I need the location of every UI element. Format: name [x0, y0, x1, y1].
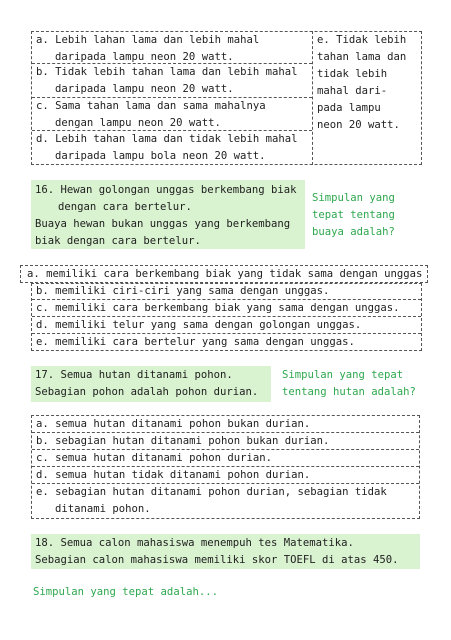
q15-option-b-line2: daripada lampu neon 20 watt. — [55, 83, 234, 95]
q16-prompt-line1: Simpulan yang — [312, 192, 395, 204]
q16-option-e-label: e. memiliki cara bertelur yang sama dengan unggas. — [36, 336, 355, 348]
q16-premise2-line1: Buaya hewan bukan unggas yang berkembang — [35, 218, 291, 230]
q16-premises-box — [31, 180, 305, 249]
q16-premise1-line1: 16. Hewan golongan unggas berkembang biak — [35, 184, 297, 196]
q15-option-c-line1: c. Sama tahan lama dan sama mahalnya — [36, 100, 266, 112]
q16-option-d[interactable] — [32, 317, 421, 334]
q15-option-e-line3: tidak lebih — [317, 68, 388, 80]
q16-option-d-label: d. memiliki telur yang sama dengan golongan unggas. — [36, 319, 362, 331]
q15-option-e-line2: tahan lama dan — [317, 51, 407, 63]
q16-option-a[interactable] — [20, 265, 428, 283]
q15-option-e-line4: mahal dari- — [317, 85, 388, 97]
q15-option-d-line2: daripada lampu bola neon 20 watt. — [55, 150, 266, 162]
q18-premises-box — [31, 534, 420, 569]
q17-prompt-line1: Simpulan yang tepat — [282, 369, 404, 381]
q15-option-a-line2: daripada lampu neon 20 watt. — [55, 51, 234, 63]
q17-option-d-label: d. semua hutan tidak ditanami pohon durian. — [36, 469, 311, 481]
q17-option-c-label: c. semua hutan ditanami pohon durian. — [36, 452, 272, 464]
q15-option-d[interactable] — [32, 131, 312, 164]
q17-option-a-label: a. semua hutan ditanami pohon bukan durian. — [36, 418, 311, 430]
q15-option-b-line1: b. Tidak lebih tahan lama dan lebih mahal — [36, 66, 298, 78]
q16-option-b[interactable] — [32, 283, 421, 300]
q16-premise2-line2: biak dengan cara bertelur. — [35, 235, 201, 247]
q17-option-d[interactable] — [32, 467, 419, 484]
q15-option-e[interactable] — [317, 32, 421, 134]
q15-option-e-line5: pada lampu — [317, 102, 381, 114]
q17-option-c[interactable] — [32, 450, 419, 467]
q16-option-c-label: c. memiliki cara berkembang biak yang sama dengan unggas. — [36, 302, 400, 314]
q17-premises-box — [31, 366, 271, 402]
q16-option-e[interactable] — [32, 334, 421, 351]
q15-option-e-line6: neon 20 watt. — [317, 119, 400, 131]
q18-premise1: 18. Semua calon mahasiswa menempuh tes Matematika. — [35, 537, 354, 549]
q16-option-c[interactable] — [32, 300, 421, 317]
q17-option-b-label: b. sebagian hutan ditanami pohon bukan durian. — [36, 435, 330, 447]
q17-option-e[interactable] — [32, 484, 419, 518]
q15-option-e-line1: e. Tidak lebih — [317, 34, 407, 46]
q17-option-e-line2: ditanami pohon. — [55, 503, 151, 515]
q17-option-b[interactable] — [32, 433, 419, 450]
q16-question-prompt — [312, 190, 395, 241]
q17-premise2: Sebagian pohon adalah pohon durian. — [35, 386, 259, 398]
q18-premise2: Sebagian calon mahasiswa memiliki skor TOEFL di atas 450. — [35, 554, 399, 566]
q18-question-prompt: Simpulan yang tepat adalah... — [33, 586, 218, 598]
q16-prompt-line3: buaya adalah? — [312, 226, 395, 238]
q16-premise1-line2: dengan cara bertelur. — [58, 201, 192, 213]
q15-option-a[interactable] — [32, 32, 312, 64]
q15-option-a-line1: a. Lebih lahan lama dan lebih mahal — [36, 34, 260, 46]
q17-prompt-line2: tentang hutan adalah? — [282, 386, 416, 398]
q16-prompt-line2: tepat tentang — [312, 209, 395, 221]
q17-premise1: 17. Semua hutan ditanami pohon. — [35, 369, 233, 381]
q15-option-c[interactable] — [32, 98, 312, 131]
q15-divider-vertical — [312, 31, 313, 165]
q17-question-prompt — [282, 367, 416, 401]
q15-option-d-line1: d. Lebih tahan lama dan tidak lebih mahal — [36, 133, 298, 145]
q16-option-b-label: b. memiliki ciri-ciri yang sama dengan unggas. — [36, 285, 330, 297]
q15-option-b[interactable] — [32, 64, 312, 98]
q17-option-e-line1: e. sebagian hutan ditanami pohon durian, sebagian tidak — [36, 486, 387, 498]
q15-option-c-line2: dengan lampu neon 20 watt. — [55, 117, 221, 129]
q17-option-a[interactable] — [32, 416, 419, 433]
q16-option-a-label: a. memiliki cara berkembang biak yang tidak sama dengan unggas — [27, 268, 423, 280]
